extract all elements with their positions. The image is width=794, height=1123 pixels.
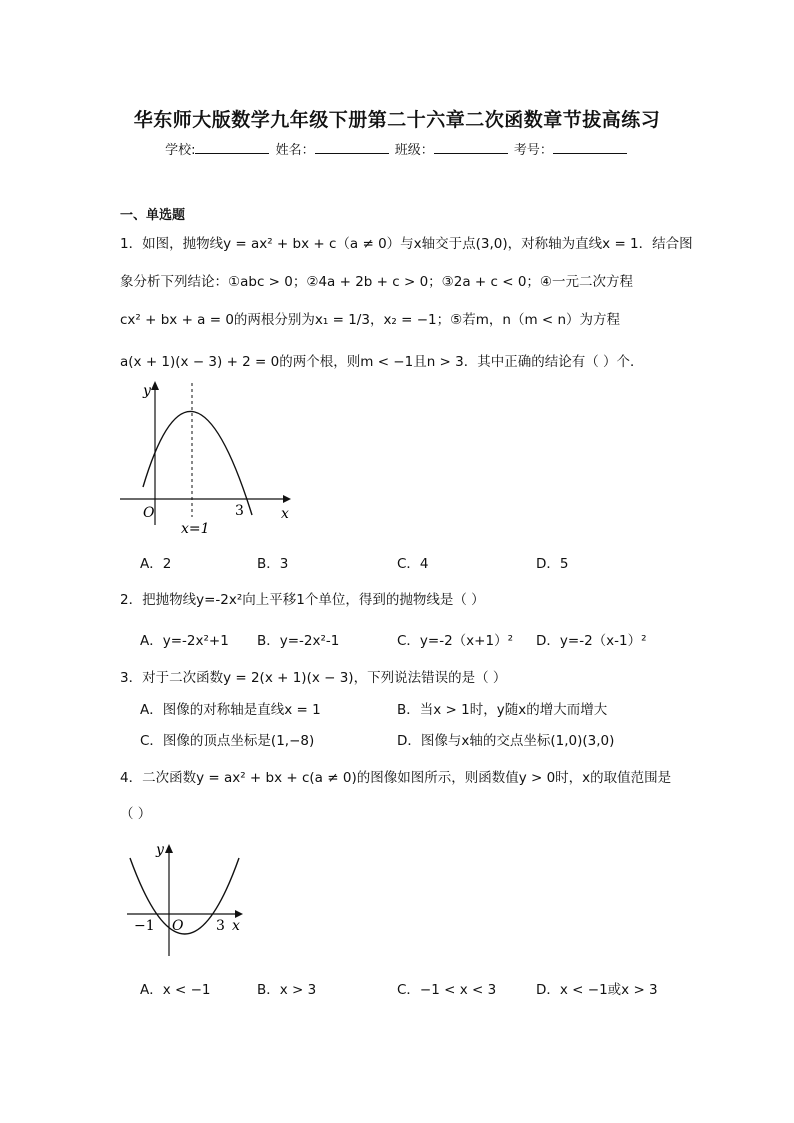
root-3-label: 3	[216, 918, 225, 934]
q3-option-d[interactable]: D．图像与x轴的交点坐标(1,0)(3,0)	[397, 733, 615, 749]
x-label: x	[232, 918, 240, 934]
y-label: y	[143, 383, 151, 399]
q1-option-c[interactable]: C．4	[397, 556, 429, 572]
q2-option-c[interactable]: C．y=-2（x+1）²	[397, 633, 513, 649]
q2-option-d[interactable]: D．y=-2（x-1）²	[536, 633, 647, 649]
q3-option-a[interactable]: A．图像的对称轴是直线x = 1	[140, 702, 321, 718]
q3-option-b[interactable]: B．当x > 1时，y随x的增大而增大	[397, 702, 608, 718]
x-axis-arrow-icon	[283, 495, 291, 503]
q2-option-b[interactable]: B．y=-2x²-1	[257, 633, 340, 649]
q1-line2: 象分析下列结论：①abc > 0；②4a + 2b + c > 0；③2a + c < 0；④一元二次方程	[120, 274, 634, 290]
x-label: x	[281, 506, 289, 522]
q2-option-a[interactable]: A．y=-2x²+1	[140, 633, 229, 649]
origin-label: O	[143, 505, 155, 521]
class-label: 班级：	[394, 143, 434, 158]
q4-option-d[interactable]: D．x < −1或x > 3	[536, 982, 658, 998]
axis-x1-label: x=1	[181, 521, 210, 537]
school-blank[interactable]	[195, 142, 269, 154]
origin-label: O	[172, 918, 184, 934]
q1-line1: 1．如图，抛物线y = ax² + bx + c（a ≠ 0）与x轴交于点(3,0)，对称轴为直线x = 1．结合图	[120, 236, 693, 252]
q4-parabola-graph	[122, 836, 257, 961]
name-label: 姓名：	[275, 143, 315, 158]
number-label: 考号：	[513, 143, 553, 158]
section-heading: 一、单选题	[120, 208, 186, 223]
q1-option-d[interactable]: D．5	[536, 556, 569, 572]
y-axis-arrow-icon	[151, 381, 159, 390]
y-axis-arrow-icon	[165, 844, 173, 853]
page-title: 华东师大版数学九年级下册第二十六章二次函数章节拔高练习	[133, 109, 661, 131]
q4-option-b[interactable]: B．x > 3	[257, 982, 317, 998]
school-label: 学校:	[165, 143, 196, 158]
q3-option-c[interactable]: C．图像的顶点坐标是(1,−8)	[140, 733, 315, 749]
q1-option-a[interactable]: A．2	[140, 556, 172, 572]
q3-text: 3．对于二次函数y = 2(x + 1)(x − 3)，下列说法错误的是（ ）	[120, 670, 507, 686]
x-axis-arrow-icon	[235, 910, 243, 918]
root-3-label: 3	[235, 503, 244, 519]
q4-option-a[interactable]: A．x < −1	[140, 982, 211, 998]
q2-text: 2．把抛物线y=-2x²向上平移1个单位，得到的抛物线是（ ）	[120, 592, 485, 608]
q1-parabola-graph	[115, 375, 305, 540]
class-blank[interactable]	[434, 142, 508, 154]
q1-option-b[interactable]: B．3	[257, 556, 289, 572]
q1-line4: a(x + 1)(x − 3) + 2 = 0的两个根，则m < −1且n > 3．其中正确的结论有（ ）个．	[120, 354, 644, 370]
y-label: y	[156, 842, 164, 858]
q4-line2: （ ）	[120, 806, 152, 822]
q1-line3: cx² + bx + a = 0的两根分别为x₁ = 1/3，x₂ = −1；⑤若m，n（m < n）为方程	[120, 312, 621, 328]
number-blank[interactable]	[553, 142, 627, 154]
q4-option-c[interactable]: C．−1 < x < 3	[397, 982, 497, 998]
name-blank[interactable]	[315, 142, 389, 154]
root-minus1-label: −1	[134, 918, 155, 934]
q4-line1: 4．二次函数y = ax² + bx + c(a ≠ 0)的图像如图所示，则函数值y > 0时，x的取值范围是	[120, 770, 672, 786]
student-info-line	[0, 139, 794, 158]
